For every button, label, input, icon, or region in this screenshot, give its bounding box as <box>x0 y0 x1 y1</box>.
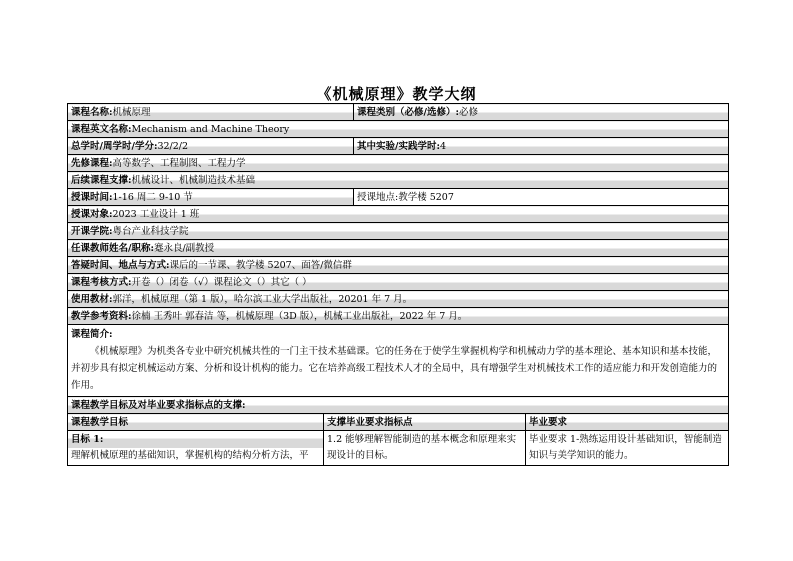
objectives-heading-cell <box>68 397 729 414</box>
audience-value: 2023 工业设计 1 班 <box>112 208 200 220</box>
indicator-text: 1.2 能够理解智能制造的基本概念和原理来实现设计的目标。 <box>327 434 517 461</box>
objectives-heading-label: 课程教学目标及对毕业要求指标点的支撑: <box>71 399 246 411</box>
teach-place-value: 教学楼 5207 <box>398 191 454 203</box>
table-row <box>68 431 729 466</box>
textbook-label: 使用教材: <box>71 293 113 305</box>
row-intro <box>68 325 729 397</box>
assessment-value: 开卷（）闭卷（√）课程论文（）其它（ ） <box>131 276 312 288</box>
prereq-cell <box>68 155 729 172</box>
lab-hours-cell <box>354 138 729 155</box>
hours-value: 32/2/2 <box>157 140 189 152</box>
course-type-value: 必修 <box>458 106 478 118</box>
requirement-cell <box>526 431 729 466</box>
lab-hours-label: 其中实验/实践学时: <box>357 140 440 152</box>
header-indicator-label: 支撑毕业要求指标点 <box>327 416 413 428</box>
course-name-label: 课程名称: <box>71 106 113 118</box>
requirement-text: 毕业要求 1-熟练运用设计基础知识，智能制造知识与美学知识的能力。 <box>529 434 722 461</box>
teacher-cell <box>68 240 729 257</box>
course-name-value: 机械原理 <box>112 106 151 118</box>
row-references <box>68 308 729 325</box>
row-teacher <box>68 240 729 257</box>
teach-time-value: 1-16 周二 9-10 节 <box>112 191 193 203</box>
row-hours <box>68 138 729 155</box>
prereq-value: 高等数学、工程制图、工程力学 <box>112 157 246 169</box>
teacher-label: 任课教师姓名/职称: <box>71 242 154 254</box>
row-course-name <box>68 104 729 121</box>
objectives-header-row <box>68 414 729 431</box>
english-name-value: Mechanism and Machine Theory <box>131 123 290 135</box>
college-cell <box>68 223 729 240</box>
indicator-cell <box>324 431 526 466</box>
assessment-label: 课程考核方式: <box>71 276 132 288</box>
qa-label: 答疑时间、地点与方式: <box>71 259 170 271</box>
page-title: 《机械原理》教学大纲 <box>316 85 477 103</box>
college-label: 开课学院: <box>71 225 113 237</box>
header-requirement-label: 毕业要求 <box>529 416 568 428</box>
course-type-cell <box>354 104 729 121</box>
textbook-cell <box>68 291 729 308</box>
teach-time-cell <box>68 189 354 206</box>
audience-label: 授课对象: <box>71 208 113 220</box>
hours-label: 总学时/周学时/学分: <box>71 140 158 152</box>
row-assessment <box>68 274 729 291</box>
row-qa <box>68 257 729 274</box>
header-indicator <box>324 414 526 431</box>
followup-value: 机械设计、机械制造技术基础 <box>131 174 256 186</box>
english-name-label: 课程英文名称: <box>71 123 132 135</box>
row-followup <box>68 172 729 189</box>
row-english-name <box>68 121 729 138</box>
header-requirement <box>526 414 729 431</box>
teach-place-label: 授课地点: <box>357 191 399 203</box>
references-value: 徐楠 王秀叶 郭春洁 等，机械原理（3D 版），机械工业出版社，2022 年 7 月。 <box>131 310 468 322</box>
followup-label: 后续课程支撑: <box>71 174 132 186</box>
goal-text: 理解机械原理的基础知识，掌握机构的结构分析方法，平 <box>71 450 309 461</box>
english-name-cell <box>68 121 729 138</box>
qa-cell <box>68 257 729 274</box>
teach-place-cell <box>354 189 729 206</box>
row-audience <box>68 206 729 223</box>
intro-cell <box>68 325 729 397</box>
teach-time-label: 授课时间: <box>71 191 113 203</box>
college-value: 粤台产业科技学院 <box>112 225 189 237</box>
intro-text: 《机械原理》为机类各专业中研究机械共性的一门主干技术基础课。它的任务在于使学生掌握机构学和机械动力学的基本理论、基本知识和基本技能，并初步具有拟定机械运动方案、分析和设计机构的能力。它在培养高级工程技术人才的全局中，具有增强学生对机械技术工作的适应能力和开发创造能力的作用。 <box>71 346 718 391</box>
row-college <box>68 223 729 240</box>
header-goal <box>68 414 324 431</box>
qa-value: 课后的一节课、教学楼 5207、面答/微信群 <box>169 259 352 271</box>
hours-cell <box>68 138 354 155</box>
followup-cell <box>68 172 729 189</box>
teacher-value: 蹇永良/副教授 <box>153 242 215 254</box>
row-teach-time <box>68 189 729 206</box>
assessment-cell <box>68 274 729 291</box>
intro-label: 课程简介: <box>71 329 113 340</box>
syllabus-table <box>67 103 729 466</box>
prereq-label: 先修课程: <box>71 157 113 169</box>
course-type-label: 课程类别（必修/选修）: <box>357 106 459 118</box>
goal-cell <box>68 431 324 466</box>
references-cell <box>68 308 729 325</box>
row-textbook <box>68 291 729 308</box>
textbook-value: 郭洋，机械原理（第 1 版），哈尔滨工业大学出版社，20201 年 7 月。 <box>112 293 413 305</box>
course-name-cell <box>68 104 354 121</box>
goal-title: 目标 1: <box>68 432 323 448</box>
lab-hours-value: 4 <box>439 140 447 152</box>
references-label: 教学参考资料: <box>71 310 132 322</box>
row-objectives-heading <box>68 397 729 414</box>
header-goal-label: 课程教学目标 <box>71 416 129 428</box>
audience-cell <box>68 206 729 223</box>
row-prereq <box>68 155 729 172</box>
